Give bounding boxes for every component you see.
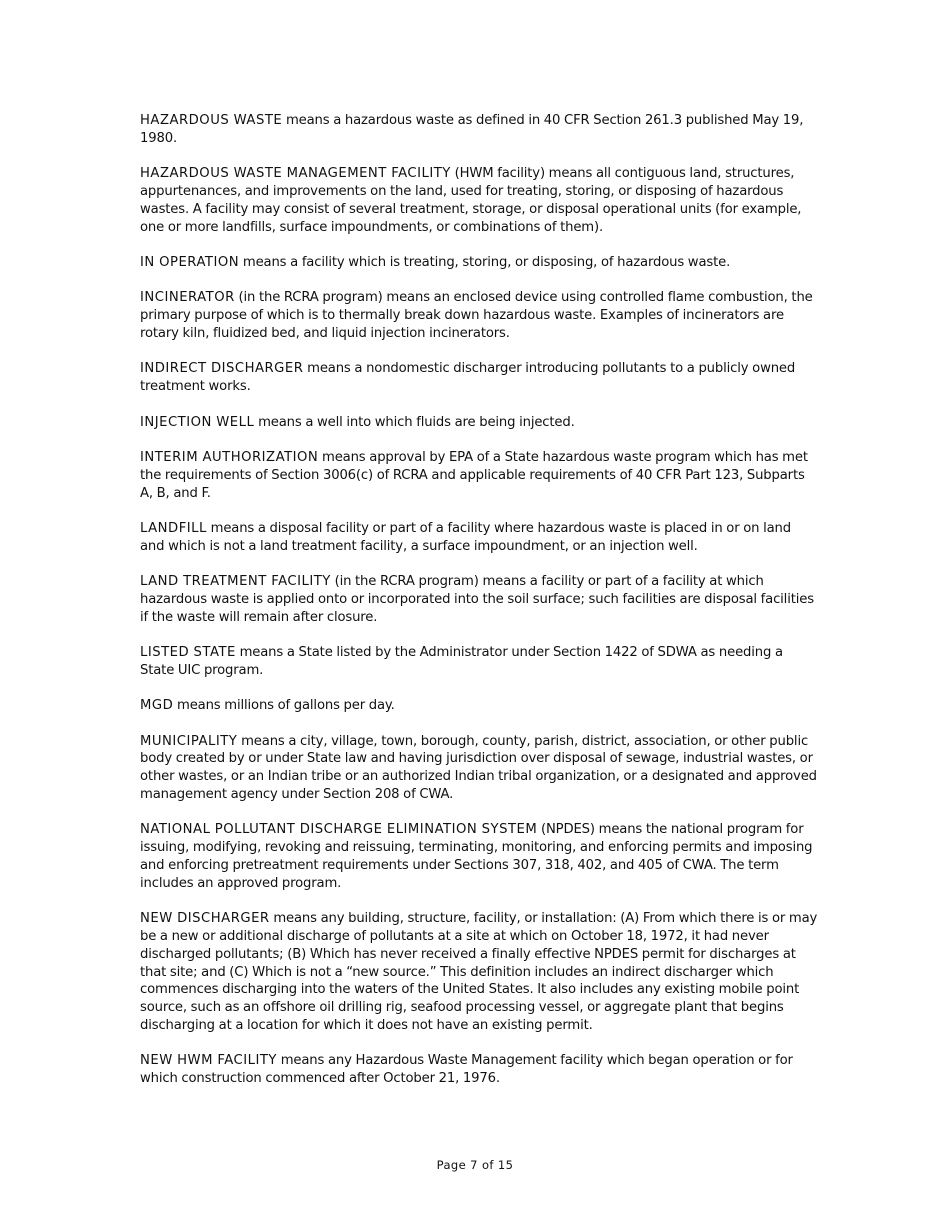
definition-text: means a hazardous waste as defined in 40 CFR Section 261.3 published May 19, 1980. xyxy=(140,113,804,146)
definition-term: HAZARDOUS WASTE xyxy=(140,113,283,128)
definition-interim-authorization xyxy=(140,449,818,502)
definition-term: NEW DISCHARGER xyxy=(140,911,270,927)
definition-new-discharger xyxy=(140,910,818,1035)
definition-npdes xyxy=(140,821,818,892)
definition-term: LAND TREATMENT FACILITY xyxy=(140,574,331,590)
definition-text: (in the RCRA program) means a facility or part of a facility at which hazardous waste is applied onto or incorporated into the soil surface; such facilities are disposal facilities if the waste will remain after closure. xyxy=(140,574,814,625)
definition-term: INJECTION WELL xyxy=(140,414,255,430)
definition-term: NEW HWM FACILITY xyxy=(140,1053,277,1069)
page-number: Page 7 of 15 xyxy=(436,1158,514,1172)
definition-text: means a State listed by the Administrator under Section 1422 of SDWA as needing a State UIC program. xyxy=(140,645,783,678)
definition-term: INTERIM AUTHORIZATION xyxy=(140,449,319,465)
definition-hazardous-waste xyxy=(140,112,818,148)
definition-term: MGD xyxy=(140,698,174,714)
definition-municipality xyxy=(140,733,818,804)
definition-listed-state xyxy=(140,644,818,680)
definition-incinerator xyxy=(140,289,818,342)
definition-text: means a facility which is treating, storing, or disposing, of hazardous waste. xyxy=(239,254,731,270)
definition-term: MUNICIPALITY xyxy=(140,733,238,749)
definition-injection-well xyxy=(140,414,818,432)
definition-term: NATIONAL POLLUTANT DISCHARGE ELIMINATION SYSTEM xyxy=(140,822,538,838)
definition-term: INCINERATOR xyxy=(140,290,235,306)
definition-text: means a city, village, town, borough, county, parish, district, association, or other public body created by or under State law and having jurisdiction over disposal of sewage, industrial wastes, or other wastes, or an Indian tribe or an authorized Indian tribal organization, or a designated and approved management agency under Section 208 of CWA. xyxy=(140,733,817,803)
definition-land-treatment-facility xyxy=(140,573,818,626)
definition-term: IN OPERATION xyxy=(140,254,240,270)
definition-mgd xyxy=(140,697,818,715)
definition-text: means approval by EPA of a State hazardous waste program which has met the requirements of Section 3006(c) of RCRA and applicable requirements of 40 CFR Part 123, Subparts A, B, and F. xyxy=(140,449,808,501)
definition-term: INDIRECT DISCHARGER xyxy=(140,361,304,377)
definitions-list xyxy=(140,112,818,1106)
definition-term: HAZARDOUS WASTE MANAGEMENT FACILITY xyxy=(140,166,451,182)
definition-term: LISTED STATE xyxy=(140,645,236,661)
definition-text: means a disposal facility or part of a facility where hazardous waste is placed in or on land and which is not a land treatment facility, a surface impoundment, or an injection well. xyxy=(140,520,791,554)
definition-new-hwm-facility xyxy=(140,1052,818,1088)
definition-term: LANDFILL xyxy=(140,520,207,536)
definition-hwm-facility xyxy=(140,165,818,236)
definition-text: (NPDES) means the national program for issuing, modifying, revoking and reissuing, terminating, monitoring, and enforcing permits and imposing and enforcing pretreatment requirements under Sections 307, 318, 402, and 405 of CWA. The term includes an approved program. xyxy=(140,822,813,891)
definition-text: means millions of gallons per day. xyxy=(173,698,395,714)
definition-in-operation xyxy=(140,254,818,272)
definition-text: means a nondomestic discharger introducing pollutants to a publicly owned treatment works. xyxy=(140,361,796,395)
definition-landfill xyxy=(140,520,818,556)
definition-text: (HWM facility) means all contiguous land, structures, appurtenances, and improvements on the land, used for treating, storing, or disposing of hazardous wastes. A facility may consist of several treatment, storage, or disposal operational units (for example, one or more landfills, surface impoundments, or combinations of them). xyxy=(140,166,802,235)
definition-text: means any Hazardous Waste Management facility which began operation or for which construction commenced after October 21, 1976. xyxy=(140,1053,793,1087)
definition-text: means a well into which fluids are being injected. xyxy=(254,414,575,430)
definition-text: means any building, structure, facility, or installation: (A) From which there is or may be a new or additional discharge of pollutants at a site at which on October 18, 1972, it had never discharged pollutants; (B) Which has never received a finally effective NPDES permit for discharges at that site; and (C) Which is not a “new source.” This definition includes an indirect discharger which commences discharging into the waters of the United States. It also includes any existing mobile point source, such as an offshore oil drilling rig, seafood processing vessel, or aggregate plant that begins discharging at a location for which it does not have an existing permit. xyxy=(140,911,818,1033)
definition-text: (in the RCRA program) means an enclosed device using controlled flame combustion, the primary purpose of which is to thermally break down hazardous waste. Examples of incinerators are rotary kiln, fluidized bed, and liquid injection incinerators. xyxy=(140,290,813,341)
definition-indirect-discharger xyxy=(140,360,818,396)
